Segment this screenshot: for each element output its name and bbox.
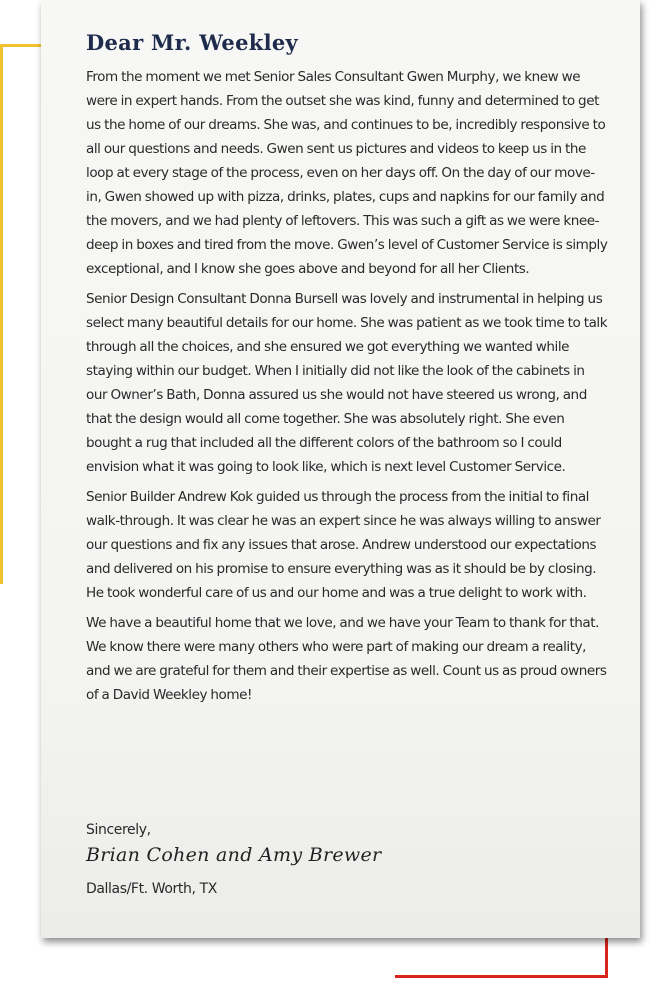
letter-body: [86, 65, 608, 713]
letter-paragraph: Senior Design Consultant Donna Bursell was lovely and instrumental in helping us select many beautiful details for our home. She was patient as we took time to talk through all the choices, and she ensured we got everything we wanted while staying within our budget. When I initially did not like the look of the cabinets in our Owner’s Bath, Donna assured us she would not have steered us wrong, and that the design would all come together. She was absolutely right. She even bought a rug that included all the different colors of the bathroom so I could envision what it was going to look like, which is next level Customer Service.: [86, 291, 608, 475]
letter-location: Dallas/Ft. Worth, TX: [86, 881, 217, 897]
letter-paragraph: Senior Builder Andrew Kok guided us through the process from the initial to final walk-through. It was clear he was an expert since he was always willing to answer our questions and fix any issues that arose. Andrew understood our expectations and delivered on his promise to ensure everything was as it should be by closing. He took wonderful care of us and our home and was a true delight to work with.: [86, 489, 601, 601]
letter-closing: Sincerely,: [86, 822, 151, 838]
letter-paragraph: From the moment we met Senior Sales Consultant Gwen Murphy, we knew we were in expert hands. From the outset she was kind, funny and determined to get us the home of our dreams. She was, and continues to be, incredibly responsive to all our questions and needs. Gwen sent us pictures and videos to keep us in the loop at every stage of the process, even on her days off. On the day of our move-in, Gwen showed up with pizza, drinks, plates, cups and napkins for our family and the movers, and we had plenty of leftovers. This was such a gift as we were knee-deep in boxes and tired from the move. Gwen’s level of Customer Service is simply exceptional, and I know she goes above and beyond for all her Clients.: [86, 69, 608, 277]
signature: Brian Cohen and Amy Brewer: [86, 844, 382, 866]
letter-paragraph: We have a beautiful home that we love, and we have your Team to thank for that. We know there were many others who were part of making our dream a reality, and we are grateful for them and their expertise as well. Count us as proud owners of a David Weekley home!: [86, 615, 607, 703]
yellow-corner-frame: [0, 44, 42, 584]
letter-card: [41, 0, 640, 938]
letter-greeting: Dear Mr. Weekley: [86, 30, 299, 55]
